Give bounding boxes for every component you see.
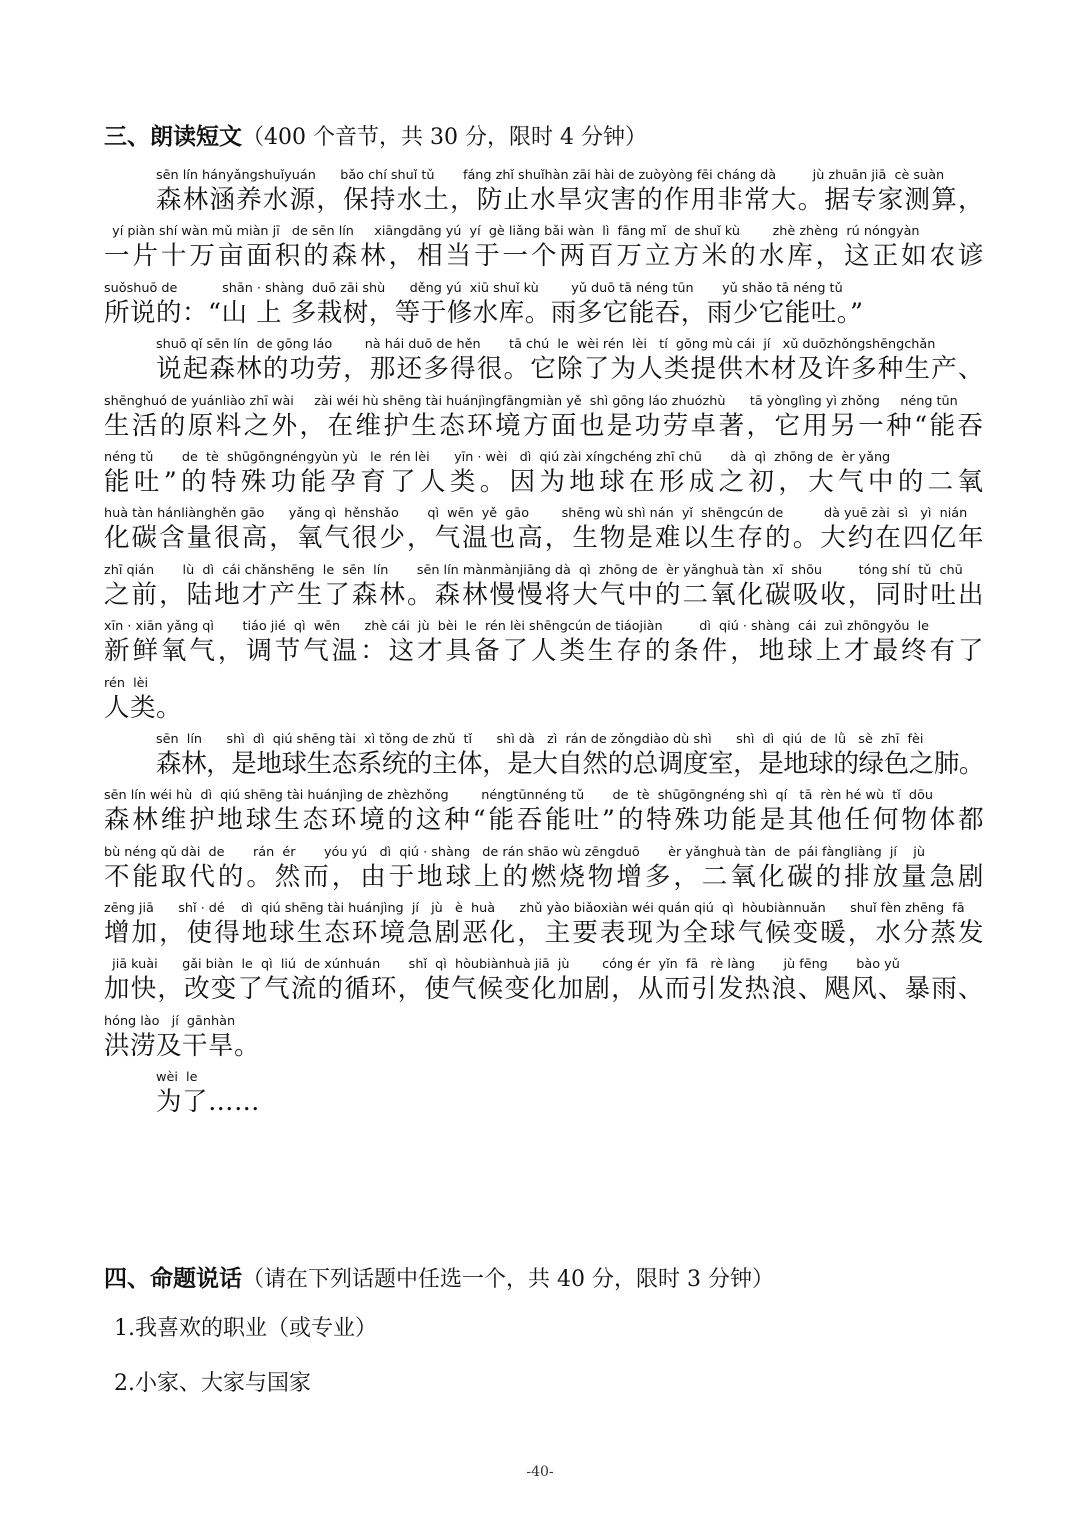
pinyin-annotation: rén lèi (104, 675, 149, 691)
passage-line (104, 222, 987, 278)
passage-line (104, 504, 984, 560)
chinese-text: 化碳含量很高，氧气很少，气温也高，生物是难以生存的。大约在四亿年 (104, 523, 986, 554)
pinyin-annotation: hóng lào jí gānhàn (104, 1013, 236, 1029)
pinyin-annotation: shuō qǐ sēn lín de gōng láo nà hái duō de hěn tā chú le wèi rén lèi tí gōng mù cái jí xǔ duōzhǒngshēngchǎn (156, 337, 936, 353)
pinyin-annotation: bù néng qǔ dài de rán ér yóu yú dì qiú · shàng de rán shāo wù zēngduō èr yǎnghuà tàn de pái fàngliàng jí jù (104, 844, 925, 860)
passage-line (104, 392, 984, 448)
passage-line (104, 617, 987, 673)
chinese-text: 为了…… (156, 1087, 261, 1118)
pinyin-annotation: shēnghuó de yuánliào zhī wài zài wéi hù shēng tài huánjìngfāngmiàn yě shì gōng láo zhuózhù tā yònglìng yì zhǒng néng tūn (104, 393, 958, 409)
section3-title: 三、朗读短文 (104, 124, 242, 150)
topic-item-1: 1.我喜欢的职业（或专业） (114, 1316, 377, 1341)
passage-line (104, 1068, 984, 1124)
chinese-text: 能吐”的特殊功能孕育了人类。因为地球在形成之初，大气中的二氧 (104, 466, 988, 497)
passage-line (104, 1012, 984, 1068)
pinyin-annotation: sēn lín wéi hù dì qiú shēng tài huánjìng de zhèzhǒng néngtūnnéng tǔ de tè shūgōngnéng shì qí tā rèn hé wù tǐ dōu (104, 788, 933, 804)
passage-line (104, 279, 984, 335)
section4-subtitle: （请在下列话题中任选一个，共 40 分，限时 3 分钟） (242, 1267, 774, 1292)
pinyin-annotation: sēn lín hányǎngshuǐyuán bǎo chí shuǐ tǔ fáng zhǐ shuǐhàn zāi hài de zuòyòng fēi cháng dà jù zhuān jiā cè suàn (156, 168, 945, 183)
chinese-text: 新鲜氧气，调节气温：这才具备了人类生存的条件，地球上才最终有了 (104, 636, 987, 667)
chinese-text: 增加，使得地球生态环境急剧恶化，主要表现为全球气候变暖，水分蒸发 (104, 918, 986, 949)
chinese-text: 加快，改变了气流的循环，使气候变化加剧，从而引发热浪、飓风、暴雨、 (104, 974, 985, 1005)
pinyin-annotation: suǒshuō de shān · shàng duō zāi shù děng yú xiū shuǐ kù yǔ duō tā néng tūn yǔ shǎo tā néng tǔ (104, 280, 843, 296)
section3-heading (104, 121, 647, 153)
passage-line (104, 674, 984, 730)
pinyin-annotation: néng tǔ de tè shūgōngnéngyùn yù le rén lèi yīn · wèi dì qiú zài xíngchéng zhī chū dà qì zhōng de èr yǎng (104, 449, 891, 465)
pinyin-annotation: zēng jiā shǐ · dé dì qiú shēng tài huánjìng jí jù è huà zhǔ yào biǎoxiàn wéi quán qiú qì hòubiànnuǎn shuǐ fèn zhēng fā (104, 901, 965, 917)
section3-subtitle: （400 个音节，共 30 分，限时 4 分钟） (242, 125, 647, 150)
chinese-text: 生活的原料之外，在维护生态环境方面也是功劳卓著，它用另一种“能吞 (104, 410, 986, 441)
reading-passage (104, 166, 988, 1125)
chinese-text: 森林，是地球生态系统的主体，是大自然的总调度室，是地球的绿色之肺。 (156, 748, 984, 779)
page-number: -40- (526, 1464, 554, 1480)
section4-title: 四、命题说话 (104, 1266, 242, 1292)
chinese-text: 说起森林的功劳，那还多得很。它除了为人类提供木材及许多种生产、 (156, 354, 985, 385)
passage-line (104, 335, 984, 391)
topic-item-2: 2.小家、大家与国家 (114, 1371, 311, 1396)
chinese-text: 不能取代的。然而，由于地球上的燃烧物增多，二氧化碳的排放量急剧 (104, 861, 987, 892)
pinyin-annotation: yí piàn shí wàn mǔ miàn jī de sēn lín xiāngdāng yú yí gè liǎng bǎi wàn lì fāng mǐ de shuǐ kù zhè zhèng rú nóngyàn (104, 224, 920, 240)
chinese-text: 森林维护地球生态环境的这种“能吞能吐”的特殊功能是其他任何物体都 (104, 805, 987, 836)
passage-line (104, 786, 987, 842)
chinese-text: 所说的：“山 上 多栽树，等于修水库。雨多它能吞，雨少它能吐。” (104, 297, 864, 328)
passage-line (104, 730, 984, 786)
pinyin-annotation: xīn · xiān yǎng qì tiáo jié qì wēn zhè cái jù bèi le rén lèi shēngcún de tiáojiàn dì qiú · shàng cái zuì zhōngyǒu le (104, 619, 930, 635)
chinese-text: 洪涝及干旱。 (104, 1030, 261, 1061)
pinyin-annotation: zhī qián lù dì cái chǎnshēng le sēn lín sēn lín mànmànjiāng dà qì zhōng de èr yǎnghuà tàn xī shōu tóng shí tǔ chū (104, 562, 963, 578)
passage-line (104, 561, 984, 617)
chinese-text: 人类。 (104, 692, 183, 723)
pinyin-annotation: huà tàn hánliànghěn gāo yǎng qì hěnshǎo qì wēn yě gāo shēng wù shì nán yǐ shēngcún de dà yuē zài sì yì nián (104, 506, 968, 522)
passage-line (104, 166, 984, 222)
pinyin-annotation: jiā kuài gǎi biàn le qì liú de xúnhuán shǐ qì hòubiànhuà jiā jù cóng ér yǐn fā rè làng jù fēng bào yǔ (104, 957, 900, 973)
passage-line (104, 448, 988, 504)
chinese-text: 一片十万亩面积的森林，相当于一个两百万立方米的水库，这正如农谚 (104, 241, 987, 272)
passage-line (104, 899, 984, 955)
passage-line (104, 955, 984, 1011)
section4-heading (104, 1263, 774, 1295)
chinese-text: 之前，陆地才产生了森林。森林慢慢将大气中的二氧化碳吸收，同时吐出 (104, 579, 986, 610)
passage-line (104, 843, 987, 899)
pinyin-annotation: sēn lín shì dì qiú shēng tài xì tǒng de zhǔ tǐ shì dà zì rán de zǒngdiào dù shì shì dì qiú de lǜ sè zhī fèi (156, 731, 924, 747)
chinese-text: 森林涵养水源，保持水土，防止水旱灾害的作用非常大。据专家测算， (156, 185, 985, 215)
pinyin-annotation: wèi le (156, 1070, 198, 1086)
